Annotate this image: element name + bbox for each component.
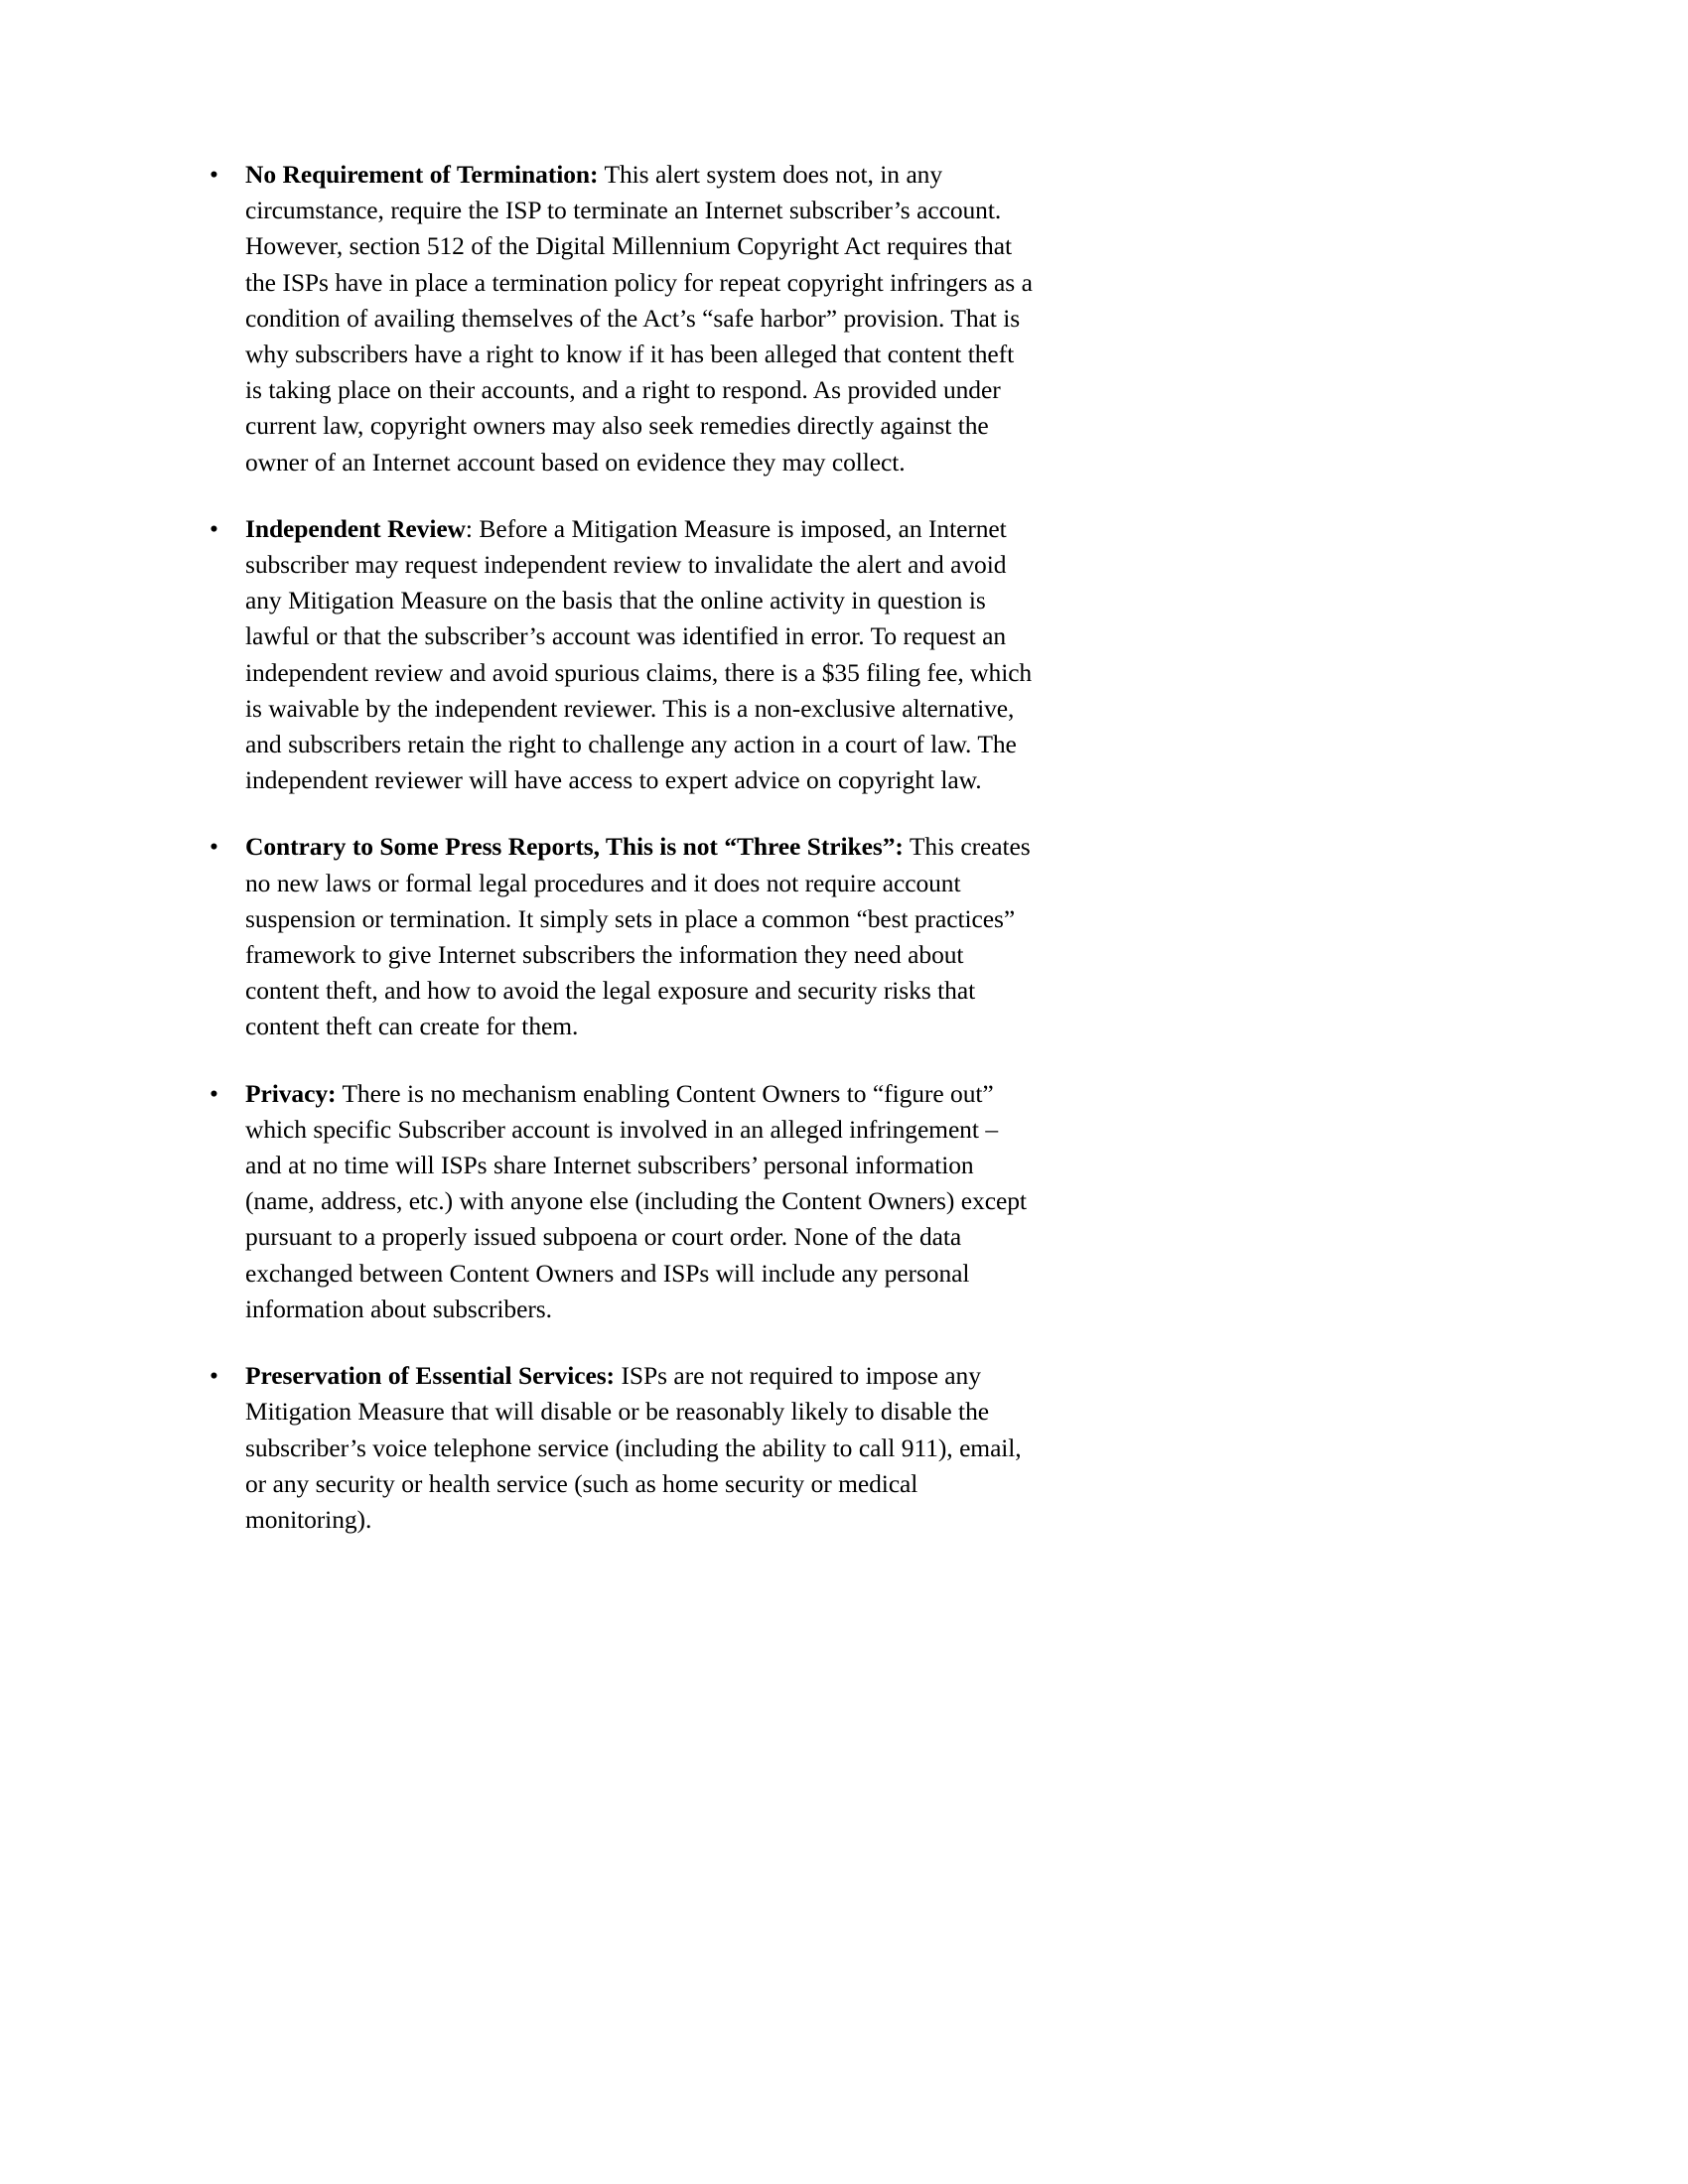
bullet-point-icon: • <box>210 1361 218 1391</box>
bullet-heading: Independent Review <box>245 513 466 543</box>
bullet-list <box>208 157 1034 1538</box>
list-item <box>208 511 1034 799</box>
document-body <box>208 157 1034 1538</box>
bullet-point-icon: • <box>210 1078 218 1108</box>
list-item <box>208 157 1034 480</box>
bullet-point-icon: • <box>210 160 218 189</box>
bullet-heading: No Requirement of Termination: <box>245 160 599 189</box>
bullet-point-icon: • <box>210 832 218 862</box>
bullet-heading-suffix: : <box>465 513 473 543</box>
bullet-point-icon: • <box>210 513 218 543</box>
bullet-body-text: This creates no new laws or formal legal procedures and it does not require account suspension or termination. It simply sets in place a common “best practices” framework to give Internet subscribers the information they need about content theft, and how to avoid the legal exposure and security risks that content theft can create for them. <box>245 832 1031 1041</box>
list-item <box>208 1076 1034 1327</box>
bullet-heading: Preservation of Essential Services: <box>245 1361 615 1391</box>
list-item <box>208 829 1034 1044</box>
bullet-body-text: ISPs are not required to impose any Mitigation Measure that will disable or be reasonably likely to disable the subscriber’s voice telephone service (including the ability to call 911), email, or any security or health service (such as home security or medical monitoring). <box>245 1361 1022 1534</box>
bullet-heading: Privacy: <box>245 1078 337 1108</box>
bullet-body-text: There is no mechanism enabling Content Owners to “figure out” which specific Subscriber account is involved in an alleged infringement – and at no time will ISPs share Internet subscribers’ personal information (name, address, etc.) with anyone else (including the Content Owners) except pursuant to a properly issued subpoena or court order. None of the data exchanged between Content Owners and ISPs will include any personal information about subscribers. <box>245 1078 1027 1323</box>
bullet-body-text: Before a Mitigation Measure is imposed, an Internet subscriber may request independent review to invalidate the alert and avoid any Mitigation Measure on the basis that the online activity in question is lawful or that the subscriber’s account was identified in error. To request an independent review and avoid spurious claims, there is a $35 filing fee, which is waivable by the independent reviewer. This is a non-exclusive alternative, and subscribers retain the right to challenge any action in a court of law. The independent reviewer will have access to expert advice on copyright law. <box>245 513 1033 795</box>
bullet-heading: Contrary to Some Press Reports, This is not “Three Strikes”: <box>245 832 904 862</box>
bullet-body-text: This alert system does not, in any circumstance, require the ISP to terminate an Internet subscriber’s account. However, section 512 of the Digital Millennium Copyright Act requires that the ISPs have in place a termination policy for repeat copyright infringers as a condition of availing themselves of the Act’s “safe harbor” provision. That is why subscribers have a right to know if it has been alleged that content theft is taking place on their accounts, and a right to respond. As provided under current law, copyright owners may also seek remedies directly against the owner of an Internet account based on evidence they may collect. <box>245 160 1033 477</box>
list-item <box>208 1358 1034 1538</box>
